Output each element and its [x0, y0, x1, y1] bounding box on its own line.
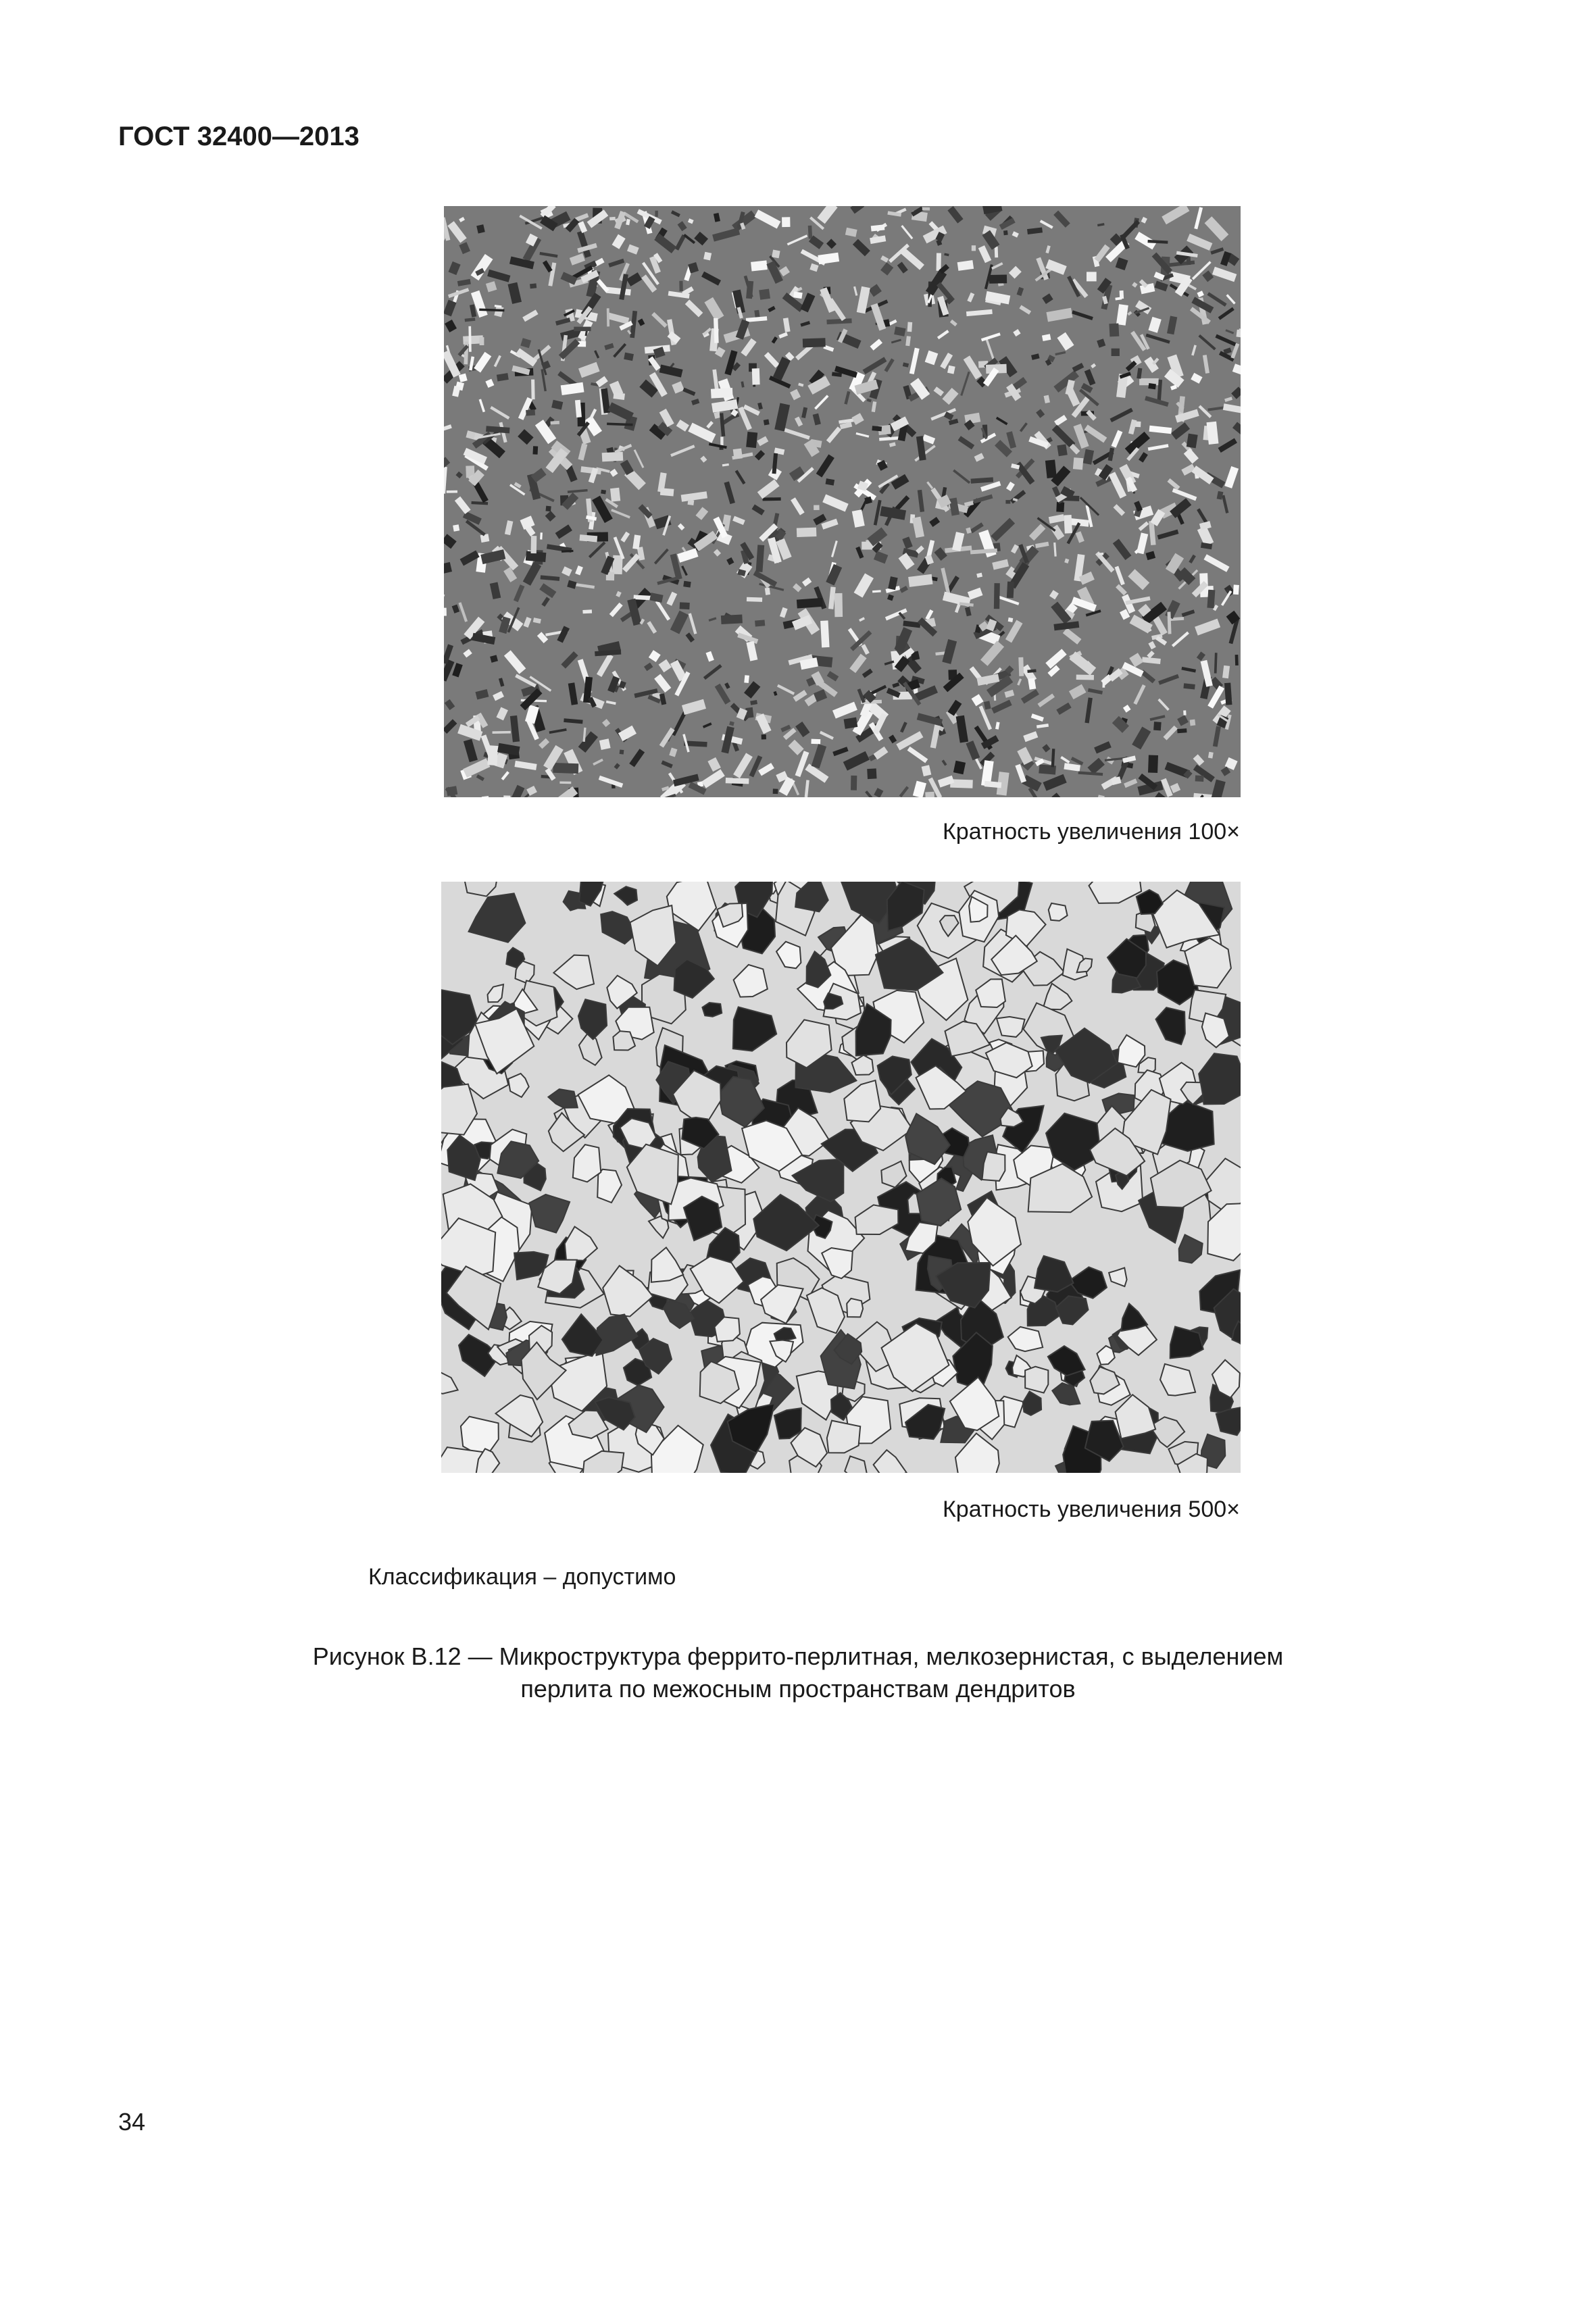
magnification-label-100x: Кратность увеличения 100×: [943, 819, 1240, 845]
document-header: ГОСТ 32400—2013: [118, 122, 359, 151]
classification-note: Классификация – допустимо: [368, 1564, 676, 1590]
figure-caption-line-1: Рисунок В.12 — Микроструктура феррито-перлитная, мелкозернистая, с выделением: [312, 1642, 1284, 1670]
page-number: 34: [118, 2108, 146, 2136]
micrograph-500x: [441, 882, 1241, 1473]
magnification-label-500x: Кратность увеличения 500×: [943, 1496, 1240, 1522]
figure-caption-line-2: перлита по межосным пространствам дендритов: [520, 1675, 1076, 1703]
micrograph-100x: [444, 206, 1241, 797]
figure-caption: [203, 1640, 1393, 1705]
